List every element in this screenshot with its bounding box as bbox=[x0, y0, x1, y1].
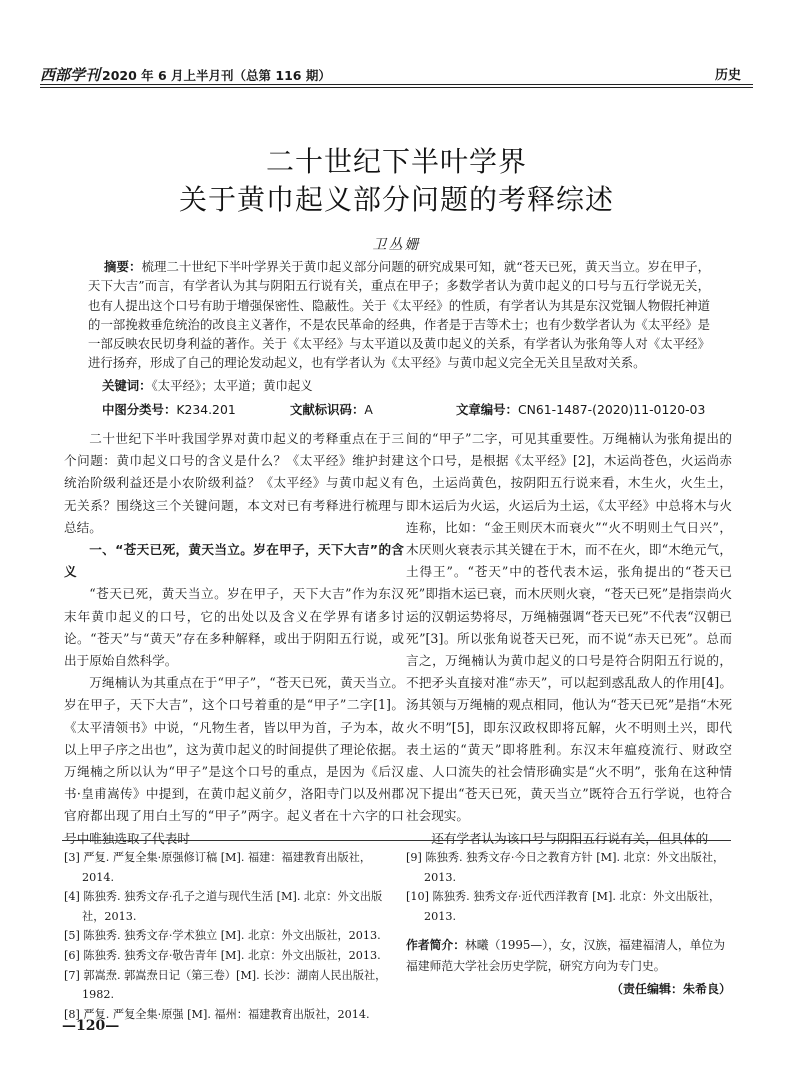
article-value: CN61-1487-(2020)11-0120-03 bbox=[517, 402, 706, 417]
reference-item: [8] 严复. 严复全集·原强 [M]. 福州：福建教育出版社，2014. bbox=[64, 1007, 370, 1021]
abstract-text: 梳理二十世纪下半叶学界关于黄巾起义部分问题的研究成果可知，就“苍天已死，黄天当立。岁在甲子，天下大吉”而言，有学者认为其与阴阳五行说有关，重点在甲子；多数学者认为黄巾起义的口号与五行学说无关，也有人提出这个口号有助于增强保密性、隐蔽性。关于《太平经》的性质，有学者认为其是东汉党锢人物假托神道的一部挽救垂危统治的改良主义著作，不是农民革命的经典，作者是于吉等术士；也有少数学者认为《太平经》是一部反映农民切身利益的著作。关于《太平经》与太平道以及黄巾起义的关系，有学者认为张角等人对《太平经》进行扬弃，形成了自己的理论发动起义，也有学者认为《太平经》与黄巾起义完全无关且呈敌对关系。 bbox=[88, 259, 710, 371]
keywords-text: 《太平经》；太平道；黄巾起义 bbox=[151, 378, 313, 393]
references-right bbox=[406, 848, 732, 926]
title-line-2: 关于黄巾起义部分问题的考释综述 bbox=[178, 183, 614, 216]
bio-text: 林曦（1995—），女，汉族，福建福清人，单位为福建师范大学社会历史学院，研究方向为专门史。 bbox=[406, 938, 726, 973]
document-code bbox=[290, 400, 373, 418]
section-heading: 一、“苍天已死，黄天当立。岁在甲子，天下大吉”的含义 bbox=[64, 542, 404, 580]
article-number bbox=[456, 400, 705, 418]
abstract-label: 摘要： bbox=[104, 259, 142, 274]
journal-header bbox=[40, 64, 331, 85]
page-number: —120— bbox=[62, 1018, 120, 1034]
reference-item: [10] 陈独秀. 独秀文存·近代西洋教育 [M]. 北京：外文出版社，2013. bbox=[406, 890, 721, 923]
clc-code bbox=[102, 400, 236, 418]
paragraph: 万绳楠认为其重点在于“甲子”，“苍天已死，黄天当立。岁在甲子，天下大吉”，这个口号着重的是“甲子”二字[1]。《太平清领书》中说，“凡物生者，皆以甲为首，子为本，故以上甲子序之出也”，这为黄巾起义的时间提供了理论依据。万绳楠之所以认为“甲子”是这个口号的重点，是因为《后汉书·皇甫嵩传》中提到，在黄巾起义前夕，洛阳寺门以及州郡官府都出现了用白土写的“甲子”两字。起义者在十六字的口号中唯独选取了代表时 bbox=[64, 675, 404, 846]
right-column bbox=[406, 428, 732, 850]
reference-item: [4] 陈独秀. 独秀文存·孔子之道与现代生活 [M]. 北京：外文出版社，2013. bbox=[64, 890, 383, 923]
references-left bbox=[64, 848, 390, 1024]
footnote-rule bbox=[62, 840, 731, 841]
header-rule-thin bbox=[40, 87, 753, 88]
author-bio bbox=[406, 935, 736, 977]
paragraph: 还有学者认为该口号与阴阳五行说有关，但具体的 bbox=[431, 830, 709, 846]
reference-item: [3] 严复. 严复全集·原强修订稿 [M]. 福建：福建教育出版社，2014. bbox=[64, 851, 372, 884]
clc-value: K234.201 bbox=[176, 402, 236, 417]
paragraph: 二十世纪下半叶我国学界对黄巾起义的考释重点在于三个问题：黄巾起义口号的含义是什么？《太平经》维护封建统治阶级利益还是小农阶级利益？《太平经》与黄巾起义有无关系？围绕这三个关键问题，本文对已有考释进行梳理与总结。 bbox=[64, 431, 404, 535]
paragraph: 间的“甲子”二字，可见其重要性。万绳楠认为张角提出的这个口号，是根据《太平经》[2]，木运尚苍色，火运尚赤色，土运尚黄色，按阴阳五行说来看，木生火，火生土，即木运后为火运，火运后为土运，《太平经》中总将木与火连称，比如：“金王则厌木而衰火”“火不明则土气日兴”，木厌则火衰表示其关键在于木，而不在火，即“木绝元气，土得王”。“苍天”中的苍代表木运，张角提出的“苍天已死”即指木运已衰，而木厌则火衰，“苍天已死”是指崇尚火运的汉朝运势将尽，万绳楠强调“苍天已死”不代表“汉朝已死”[3]。所以张角说苍天已死，而不说“赤天已死”。总而言之，万绳楠认为黄巾起义的口号是符合阴阳五行说的，不把矛头直接对准“赤天”，可以起到惑乱敌人的作用[4]。汤其领与万绳楠的观点相同，他认为“苍天已死”是指“木死火不明”[5]，即东汉政权即将瓦解，火不明则土兴，即代表土运的“黄天”即将胜利。东汉末年瘟疫流行、财政空虚、人口流失的社会情形确实是“火不明”，张角在这种情况下提出“苍天已死，黄天当立”既符合五行学说，也符合社会现实。 bbox=[406, 431, 732, 824]
keywords bbox=[102, 376, 313, 394]
abstract bbox=[88, 257, 710, 373]
keywords-label: 关键词： bbox=[102, 378, 152, 393]
bio-label: 作者简介： bbox=[406, 938, 465, 952]
author: 卫丛姗 bbox=[372, 237, 421, 253]
clc-label: 中图分类号： bbox=[102, 402, 177, 417]
reference-item: [5] 陈独秀. 独秀文存·学术独立 [M]. 北京：外文出版社，2013. bbox=[64, 929, 381, 943]
article-label: 文章编号： bbox=[456, 402, 518, 417]
header-rule bbox=[40, 84, 753, 85]
reference-item: [6] 陈独秀. 独秀文存·敬告青年 [M]. 北京：外文出版社，2013. bbox=[64, 948, 381, 962]
section-label: 历史 bbox=[714, 68, 741, 83]
doc-value: A bbox=[364, 402, 373, 417]
paragraph: “苍天已死，黄天当立。岁在甲子，天下大吉”作为东汉末年黄巾起义的口号，它的出处以及含义在学界有诸多讨论。“苍天”与“黄天”存在多种解释，或出于阴阳五行说，或出于原始自然科学。 bbox=[64, 586, 404, 669]
reference-item: [7] 郭嵩焘. 郭嵩焘日记（第三卷）[M]. 长沙：湖南人民出版社，1982. bbox=[64, 968, 387, 1002]
editor-note: （责任编辑：朱希良） bbox=[610, 982, 731, 996]
doc-label: 文献标识码： bbox=[290, 402, 365, 417]
title-line-1: 二十世纪下半叶学界 bbox=[265, 145, 527, 178]
issue-info: 2020 年 6 月上半月刊（总第 116 期） bbox=[102, 68, 331, 83]
reference-item: [9] 陈独秀. 独秀文存·今日之教育方针 [M]. 北京：外文出版社，2013. bbox=[406, 851, 725, 884]
journal-logo: 西部学刊 bbox=[40, 66, 101, 84]
left-column bbox=[64, 428, 404, 850]
